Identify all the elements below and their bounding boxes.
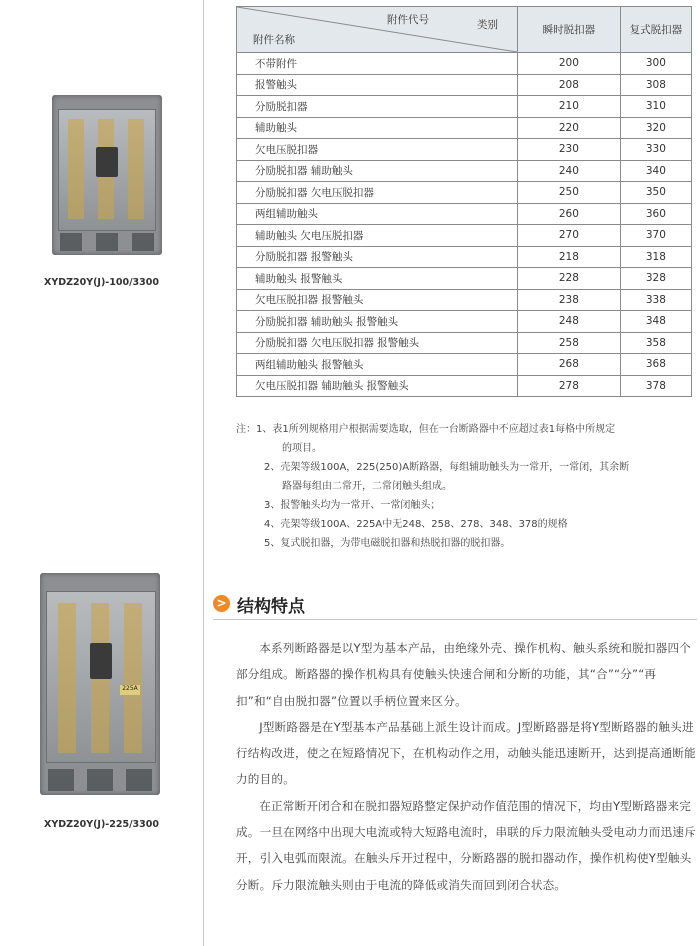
paragraph-1: 本系列断路器是以Y型为基本产品，由绝缘外壳、操作机构、触头系统和脱扣器四个部分组成。断路器的操作机构具有使触头快速合闸和分断的功能，其“合”“分”“再扣”和“自由脱扣器”位置以手柄位置来区分。 — [236, 641, 692, 708]
product-caption-100: XYDZ20Y(J)-100/3300 — [44, 277, 159, 288]
instant-code-cell: 208 — [518, 74, 621, 96]
compound-code-cell: 370 — [620, 225, 691, 247]
instant-code-cell: 240 — [518, 160, 621, 182]
accessory-name-cell: 分励脱扣器 报警触头 — [237, 246, 518, 268]
accessory-name-cell: 两组辅助触头 — [237, 203, 518, 225]
compound-code-cell: 358 — [620, 332, 691, 354]
chevron-right-icon: > — [213, 595, 230, 612]
table-header-row — [237, 7, 692, 53]
table-row — [237, 268, 692, 290]
compound-code-cell: 340 — [620, 160, 691, 182]
accessory-name-cell: 分励脱扣器 辅助触头 报警触头 — [237, 311, 518, 333]
instant-code-cell: 230 — [518, 139, 621, 161]
breaker-image-100 — [52, 95, 162, 255]
section-body — [236, 635, 696, 898]
instant-code-cell: 210 — [518, 96, 621, 118]
table-row — [237, 289, 692, 311]
instant-code-cell: 260 — [518, 203, 621, 225]
compound-code-cell: 378 — [620, 375, 691, 397]
accessory-name-cell: 报警触头 — [237, 74, 518, 96]
accessory-name-cell: 辅助触头 报警触头 — [237, 268, 518, 290]
note-3: 3、报警触头均为一常开、一常闭触头； — [264, 500, 441, 511]
column-divider — [203, 0, 204, 946]
compound-code-cell: 350 — [620, 182, 691, 204]
instant-code-cell: 238 — [518, 289, 621, 311]
note-5: 5、复式脱扣器，为带电磁脱扣器和热脱扣器的脱扣器。 — [264, 538, 511, 549]
compound-code-cell: 318 — [620, 246, 691, 268]
product-caption-225: XYDZ20Y(J)-225/3300 — [44, 819, 159, 830]
instant-code-cell: 258 — [518, 332, 621, 354]
breaker-image-225 — [40, 573, 160, 795]
accessory-name-cell: 辅助触头 欠电压脱扣器 — [237, 225, 518, 247]
compound-code-cell: 320 — [620, 117, 691, 139]
note-2-line-1: 2、壳架等级100A，225(250)A断路器，每组辅助触头为一常开，一常闭，其余断 — [264, 462, 630, 473]
accessory-name-cell: 分励脱扣器 — [237, 96, 518, 118]
table-row — [237, 375, 692, 397]
table-row — [237, 311, 692, 333]
instant-code-cell: 278 — [518, 375, 621, 397]
accessory-name-cell: 分励脱扣器 辅助触头 — [237, 160, 518, 182]
paragraph-2: J型断路器是在Y型基本产品基础上派生设计而成。J型断路器是将Y型断路器的触头进行结构改进，使之在短路情况下，在机构动作之用，动触头能迅速断开，达到提高通断能力的目的。 — [236, 719, 696, 787]
table-row — [237, 160, 692, 182]
table-row — [237, 117, 692, 139]
table-row — [237, 246, 692, 268]
table-row — [237, 182, 692, 204]
instant-code-cell: 248 — [518, 311, 621, 333]
corner-top-label: 附件代号 — [387, 14, 429, 26]
accessory-name-cell: 不带附件 — [237, 53, 518, 75]
compound-code-cell: 328 — [620, 268, 691, 290]
corner-header-cell — [237, 7, 518, 53]
compound-code-cell: 368 — [620, 354, 691, 376]
rating-label: 225A — [120, 685, 140, 695]
column-header-compound: 复式脱扣器 — [620, 7, 691, 53]
corner-bottom-label: 附件名称 — [253, 34, 295, 46]
accessory-name-cell: 辅助触头 — [237, 117, 518, 139]
instant-code-cell: 270 — [518, 225, 621, 247]
accessory-name-cell: 欠电压脱扣器 — [237, 139, 518, 161]
instant-code-cell: 200 — [518, 53, 621, 75]
compound-code-cell: 310 — [620, 96, 691, 118]
compound-code-cell: 308 — [620, 74, 691, 96]
table-notes — [236, 420, 696, 553]
table-row — [237, 96, 692, 118]
accessory-name-cell: 两组辅助触头 报警触头 — [237, 354, 518, 376]
instant-code-cell: 220 — [518, 117, 621, 139]
note-1-line-1: 注：1、表1所列规格用户根据需要选取，但在一台断路器中不应超过表1每格中所规定 — [236, 424, 616, 435]
corner-right-label: 类别 — [477, 19, 498, 31]
paragraph-3: 在正常断开闭合和在脱扣器短路整定保护动作值范围的情况下，均由Y型断路器来完成。一旦在网络中出现大电流或特大短路电流时，串联的斥力限流触头受电动力而迅速斥开，引入电弧而限流。在触头斥开过程中，分断路器的脱扣器动作，操作机构使Y型触头分断。斥力限流触头则由于电流的降低或消失而回到闭合状态。 — [236, 798, 696, 892]
table-row — [237, 74, 692, 96]
instant-code-cell: 250 — [518, 182, 621, 204]
compound-code-cell: 300 — [620, 53, 691, 75]
note-2-line-2: 路器每组由二常开，二常闭触头组成。 — [282, 481, 452, 492]
compound-code-cell: 330 — [620, 139, 691, 161]
accessory-name-cell: 欠电压脱扣器 辅助触头 报警触头 — [237, 375, 518, 397]
note-1-line-2: 的项目。 — [282, 443, 322, 454]
table-row — [237, 139, 692, 161]
accessory-name-cell: 分励脱扣器 欠电压脱扣器 报警触头 — [237, 332, 518, 354]
instant-code-cell: 218 — [518, 246, 621, 268]
accessory-name-cell: 分励脱扣器 欠电压脱扣器 — [237, 182, 518, 204]
section-title: 结构特点 — [237, 597, 305, 617]
compound-code-cell: 348 — [620, 311, 691, 333]
column-header-instant: 瞬时脱扣器 — [518, 7, 621, 53]
accessory-code-table — [236, 6, 692, 397]
instant-code-cell: 228 — [518, 268, 621, 290]
table-row — [237, 332, 692, 354]
section-divider — [213, 619, 697, 620]
note-4: 4、壳架等级100A、225A中无248、258、278、348、378的规格 — [264, 519, 568, 530]
compound-code-cell: 360 — [620, 203, 691, 225]
table-row — [237, 225, 692, 247]
instant-code-cell: 268 — [518, 354, 621, 376]
table-row — [237, 354, 692, 376]
table-row — [237, 203, 692, 225]
compound-code-cell: 338 — [620, 289, 691, 311]
table-row — [237, 53, 692, 75]
accessory-name-cell: 欠电压脱扣器 报警触头 — [237, 289, 518, 311]
